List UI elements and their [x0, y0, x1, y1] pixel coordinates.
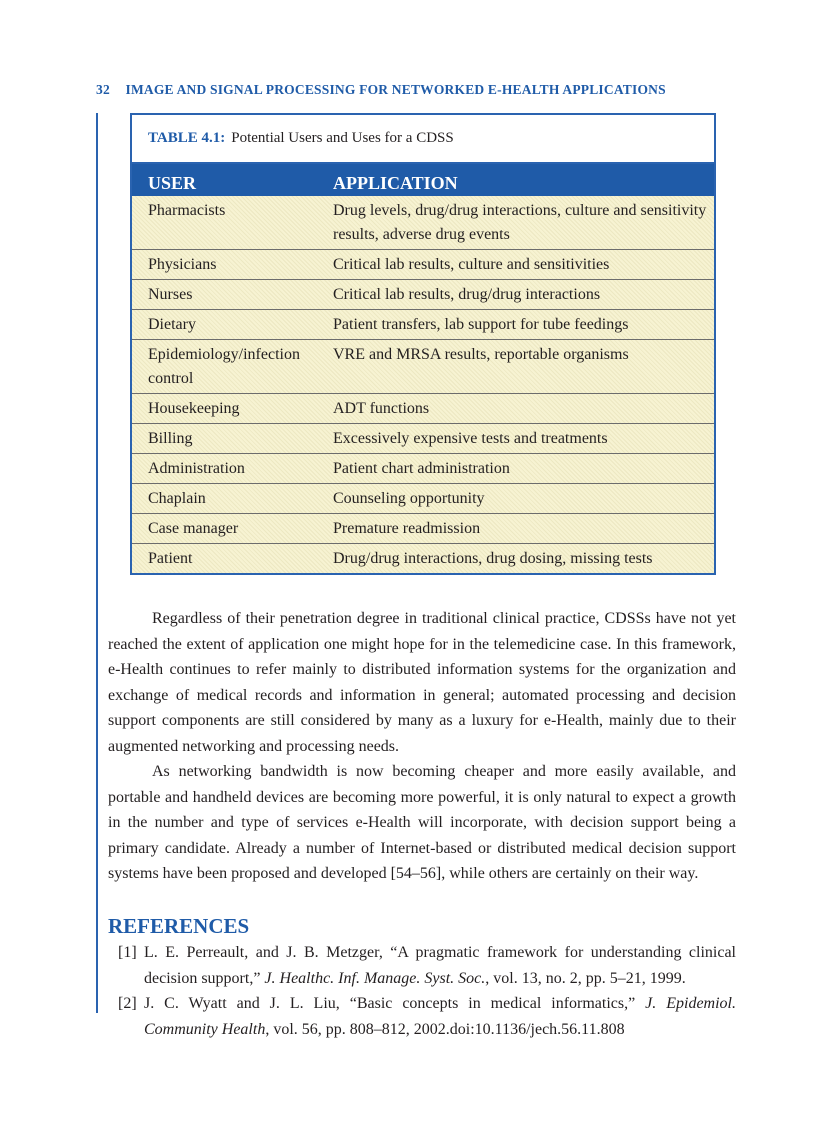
cell-application: Drug levels, drug/drug interactions, culture and sensitivity results, adverse drug events	[333, 202, 707, 243]
reference-details: , vol. 13, no. 2, pp. 5–21, 1999.	[485, 969, 686, 987]
cell-user: Case manager	[148, 520, 239, 537]
paragraph: Regardless of their penetration degree in traditional clinical practice, CDSSs have not yet reached the extent of application one might hope for in the telemedicine case. In this framework, e-Health continues to refer mainly to distributed information systems for the organization and exchange of medical records and information in general; automated processing and decision support components are still considered by many as a luxury for e-Health, mainly due to their augmented networking and processing needs.	[108, 610, 736, 755]
cell-user: Pharmacists	[148, 202, 226, 219]
table-caption-text: Potential Users and Uses for a CDSS	[231, 130, 454, 146]
cell-application: Patient transfers, lab support for tube feedings	[333, 316, 629, 333]
table-caption	[132, 115, 714, 164]
body-text	[108, 606, 736, 887]
table-row	[132, 453, 714, 483]
cell-user: Housekeeping	[148, 400, 240, 417]
header-application: APPLICATION	[333, 173, 458, 193]
reference-item	[108, 991, 736, 1042]
cell-user: Administration	[148, 460, 245, 477]
cell-user: Epidemiology/infection control	[148, 346, 300, 387]
table-row	[132, 339, 714, 393]
running-head-title: IMAGE AND SIGNAL PROCESSING FOR NETWORKED E-HEALTH APPLICATIONS	[125, 82, 666, 97]
cell-application: Critical lab results, drug/drug interactions	[333, 286, 601, 303]
table-row	[132, 513, 714, 543]
table-row	[132, 393, 714, 423]
cell-application: ADT functions	[333, 400, 430, 417]
reference-authors-title: J. C. Wyatt and J. L. Liu, “Basic concepts in medical informatics,”	[144, 995, 646, 1012]
table-header-row	[132, 164, 714, 196]
reference-details: , vol. 56, pp. 808–812, 2002.doi:10.1136/jech.56.11.808	[265, 1020, 625, 1038]
reference-journal: J. Epidemiol. Community Health	[144, 995, 736, 1038]
paragraph: As networking bandwidth is now becoming cheaper and more easily available, and portable and handheld devices are becoming more powerful, it is only natural to expect a growth in the number and type of services e-Health will incorporate, with decision support being a primary candidate. Already a number of Internet-based or distributed medical decision support systems have been proposed and developed [54–56], while others are certainly on their way.	[108, 763, 736, 882]
running-head	[96, 82, 736, 98]
reference-authors-title: L. E. Perreault, and J. B. Metzger, “A pragmatic framework for understanding clinical decision support,”	[144, 944, 736, 987]
cell-user: Physicians	[148, 256, 217, 273]
cell-user: Dietary	[148, 316, 196, 333]
table-row	[132, 483, 714, 513]
table-4-1	[130, 113, 716, 575]
references-list	[108, 940, 736, 1042]
margin-rule	[96, 113, 98, 1013]
cell-application: Premature readmission	[333, 520, 481, 537]
reference-item	[108, 940, 736, 991]
cell-user: Nurses	[148, 286, 193, 303]
cell-user: Billing	[148, 430, 193, 447]
table-row	[132, 423, 714, 453]
reference-text	[144, 991, 736, 1042]
table-row	[132, 279, 714, 309]
cell-application: Drug/drug interactions, drug dosing, missing tests	[333, 550, 653, 567]
reference-number: [1]	[118, 944, 137, 961]
table-label: TABLE 4.1:	[148, 130, 226, 146]
header-user: USER	[148, 173, 197, 193]
page-number: 32	[96, 82, 110, 97]
cell-application: Critical lab results, culture and sensitivities	[333, 256, 610, 273]
cell-application: Patient chart administration	[333, 460, 510, 477]
reference-number: [2]	[118, 995, 137, 1012]
reference-journal: J. Healthc. Inf. Manage. Syst. Soc.	[264, 969, 486, 987]
table-row	[132, 543, 714, 573]
table-row	[132, 249, 714, 279]
cell-application: Counseling opportunity	[333, 490, 485, 507]
cell-application: Excessively expensive tests and treatments	[333, 430, 608, 447]
cell-user: Chaplain	[148, 490, 206, 507]
reference-text	[144, 940, 736, 991]
cell-user: Patient	[148, 550, 193, 567]
table-row	[132, 309, 714, 339]
references-heading: REFERENCES	[108, 914, 250, 938]
table-row	[132, 196, 714, 249]
cell-application: VRE and MRSA results, reportable organisms	[333, 346, 629, 363]
